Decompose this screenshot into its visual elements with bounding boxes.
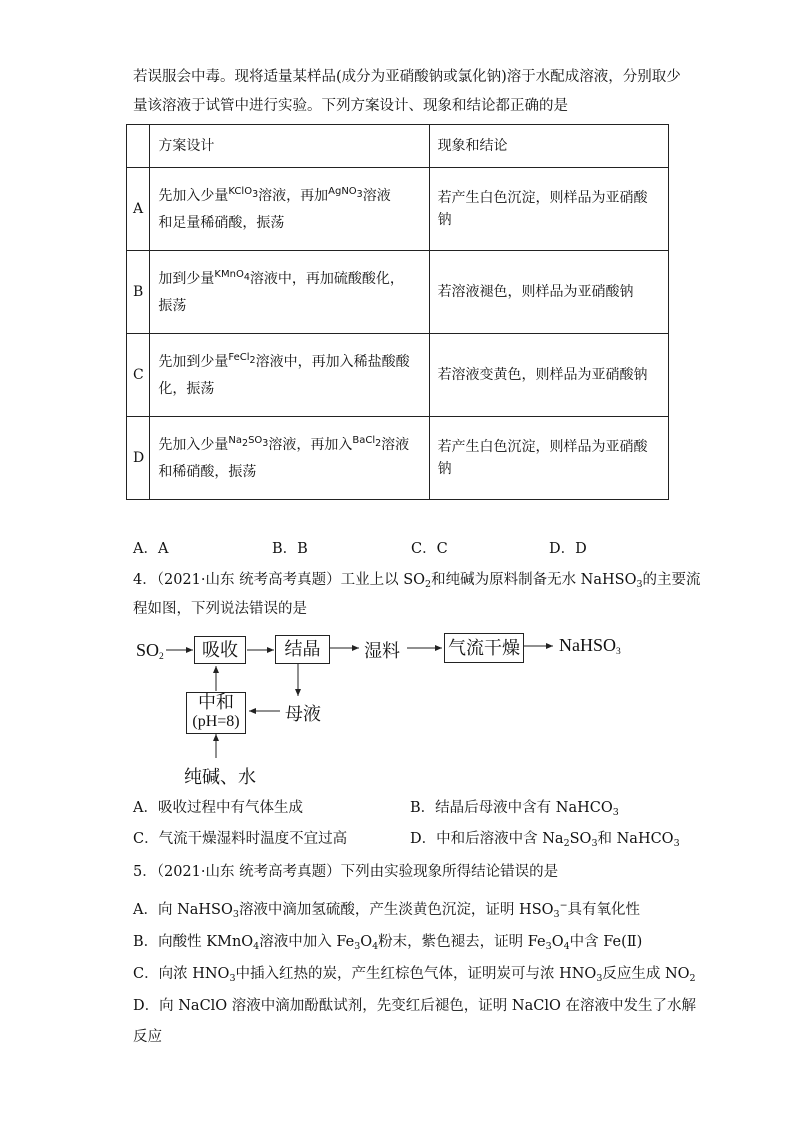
flow-absorb-box: 吸收 — [194, 636, 246, 664]
q4-option-c: C．气流干燥湿料时温度不宜过高 — [133, 831, 348, 847]
intro-line-1: 若误服会中毒。现将适量某样品(成分为亚硝酸钠或氯化钠)溶于水配成溶液，分别取少 — [133, 69, 681, 85]
flow-neutralize-box: 中和 (pH=8) — [186, 692, 246, 734]
q4-option-b: B．结晶后母液中含有 NaHCO$_3$ — [410, 800, 619, 818]
header-scheme: 方案设计 — [150, 125, 429, 168]
flow-so2: $SO_2$ — [136, 640, 164, 662]
q3-choice-b: B．B — [272, 541, 308, 557]
q4-stem-line-2: 程如图，下列说法错误的是 — [133, 601, 307, 617]
row-result: 若溶液变黄色，则样品为亚硝酸钠 — [429, 334, 668, 417]
row-result: 若产生白色沉淀，则样品为亚硝酸钠 — [429, 417, 668, 500]
flow-mother-liquor: 母液 — [285, 704, 321, 724]
intro-line-2: 量该溶液于试管中进行实验。下列方案设计、现象和结论都正确的是 — [133, 98, 568, 114]
q5-option-d-line-1: D．向 NaClO 溶液中滴加酚酞试剂，先变红后褪色，证明 NaClO 在溶液中发生了水解 — [133, 998, 696, 1014]
q5-stem: 5．（2021·山东 统考高考真题）下列由实验现象所得结论错误的是 — [133, 864, 559, 880]
row-design: 先加入少量$^{Na_2SO_3}$溶液，再加入$^{BaCl_2}$溶液 和稀硝酸，振荡 — [150, 417, 429, 500]
row-result: 若产生白色沉淀，则样品为亚硝酸钠 — [429, 168, 668, 251]
row-label: B — [127, 251, 150, 334]
q3-choice-c: C．C — [411, 541, 448, 557]
q5-option-c: C．向浓 $HNO_3$中插入红热的炭，产生红棕色气体，证明炭可与浓 $HNO_3$反应生成 $NO_2$ — [133, 966, 696, 984]
flow-crystal-box: 结晶 — [275, 635, 330, 664]
q3-choice-d: D．D — [549, 541, 587, 557]
row-design: 先加到少量$^{FeCl_2}$溶液中，再加入稀盐酸酸 化，振荡 — [150, 334, 429, 417]
flow-wet-material: 湿料 — [364, 641, 400, 661]
flow-product: NaHSO$_3$ — [559, 635, 621, 657]
q4-option-a: A．吸收过程中有气体生成 — [133, 800, 303, 816]
flow-feed: 纯碱、水 — [184, 767, 256, 787]
row-label: A — [127, 168, 150, 251]
header-result: 现象和结论 — [429, 125, 668, 168]
q5-option-d-line-2: 反应 — [133, 1029, 162, 1045]
q4-option-d: D．中和后溶液中含 $Na_2SO_3$和 NaHCO$_3$ — [410, 831, 680, 849]
row-label: D — [127, 417, 150, 500]
row-design: 加到少量$^{KMnO_4}$溶液中，再加硫酸酸化， 振荡 — [150, 251, 429, 334]
row-design: 先加入少量$^{KClO_3}$溶液，再加$^{AgNO_3}$溶液 和足量稀硝酸，振荡 — [150, 168, 429, 251]
row-result: 若溶液褪色，则样品为亚硝酸钠 — [429, 251, 668, 334]
q5-option-b: B．向酸性 KMnO$_4$溶液中加入 $Fe_3O_4$粉末，紫色褪去，证明 $Fe_3O_4$中含 Fe(Ⅱ) — [133, 934, 643, 952]
q4-stem-line-1: 4．（2021·山东 统考高考真题）工业上以 $SO_2$和纯碱为原料制备无水 NaHSO$_3$的主要流 — [133, 572, 701, 590]
q5-option-a: A．向 NaHSO$_3$溶液中滴加氢硫酸，产生淡黄色沉淀，证明 $HSO_3^-$具有氧化性 — [133, 900, 641, 920]
row-label: C — [127, 334, 150, 417]
q3-choice-a: A．A — [133, 541, 169, 557]
flow-dry-box: 气流干燥 — [444, 633, 524, 663]
